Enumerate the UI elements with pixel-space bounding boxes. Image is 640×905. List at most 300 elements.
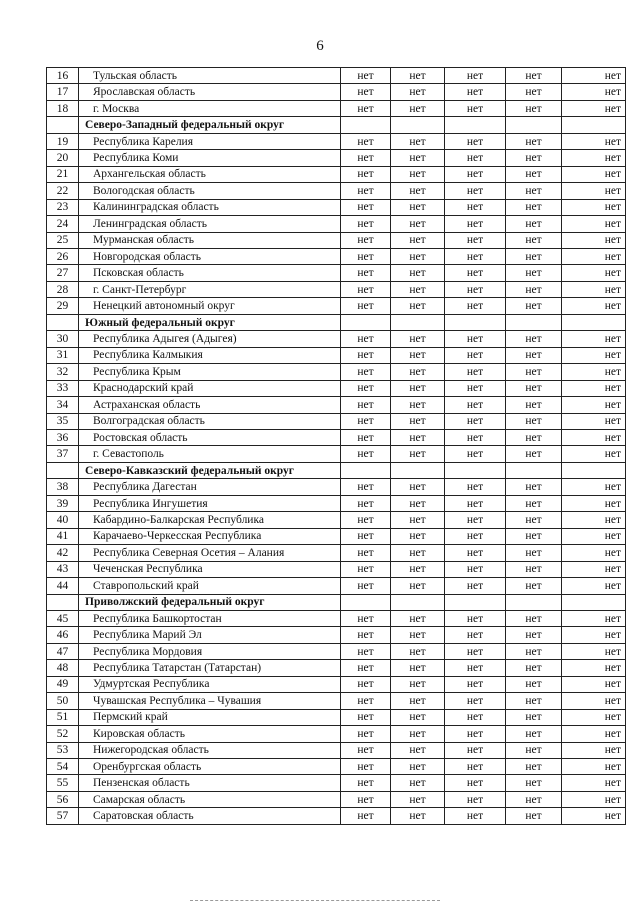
value-cell: нет [391, 791, 445, 807]
value-cell: нет [391, 528, 445, 544]
region-name: г. Москва [79, 100, 341, 116]
table-row [47, 759, 626, 775]
value-cell: нет [341, 380, 391, 396]
value-cell [391, 462, 445, 478]
row-number: 50 [47, 693, 79, 709]
region-name: Пензенская область [79, 775, 341, 791]
table-row [47, 808, 626, 824]
value-cell: нет [391, 331, 445, 347]
value-cell: нет [506, 331, 562, 347]
value-cell: нет [341, 693, 391, 709]
value-cell [445, 117, 506, 133]
value-cell: нет [445, 298, 506, 314]
value-cell: нет [341, 709, 391, 725]
value-cell: нет [445, 281, 506, 297]
value-cell: нет [391, 709, 445, 725]
table-row [47, 693, 626, 709]
table-row [47, 84, 626, 100]
value-cell: нет [445, 693, 506, 709]
region-name: Республика Башкортостан [79, 610, 341, 626]
value-cell: нет [341, 84, 391, 100]
value-cell [562, 117, 626, 133]
value-cell: нет [562, 808, 626, 824]
value-cell: нет [445, 84, 506, 100]
value-cell: нет [391, 512, 445, 528]
row-number: 33 [47, 380, 79, 396]
value-cell: нет [445, 446, 506, 462]
table-row [47, 347, 626, 363]
value-cell: нет [506, 68, 562, 84]
value-cell: нет [506, 693, 562, 709]
row-number: 57 [47, 808, 79, 824]
region-name: Республика Татарстан (Татарстан) [79, 660, 341, 676]
value-cell: нет [341, 331, 391, 347]
table-row [47, 364, 626, 380]
region-name: Самарская область [79, 791, 341, 807]
row-number: 53 [47, 742, 79, 758]
value-cell: нет [341, 265, 391, 281]
row-number-cell [47, 314, 79, 330]
district-name: Приволжский федеральный округ [79, 594, 341, 610]
row-number: 21 [47, 166, 79, 182]
value-cell: нет [562, 578, 626, 594]
value-cell: нет [562, 397, 626, 413]
row-number: 28 [47, 281, 79, 297]
value-cell: нет [341, 298, 391, 314]
value-cell: нет [341, 627, 391, 643]
value-cell: нет [506, 413, 562, 429]
value-cell: нет [445, 347, 506, 363]
value-cell: нет [445, 100, 506, 116]
row-number: 29 [47, 298, 79, 314]
value-cell: нет [341, 183, 391, 199]
value-cell: нет [506, 380, 562, 396]
value-cell: нет [562, 709, 626, 725]
value-cell: нет [391, 742, 445, 758]
value-cell: нет [341, 133, 391, 149]
value-cell: нет [562, 68, 626, 84]
district-name: Северо-Кавказский федеральный округ [79, 462, 341, 478]
value-cell: нет [506, 150, 562, 166]
region-name: Саратовская область [79, 808, 341, 824]
table-row [47, 331, 626, 347]
value-cell: нет [341, 545, 391, 561]
value-cell [506, 462, 562, 478]
value-cell: нет [562, 281, 626, 297]
value-cell: нет [341, 446, 391, 462]
value-cell: нет [445, 133, 506, 149]
value-cell: нет [391, 216, 445, 232]
value-cell: нет [506, 775, 562, 791]
value-cell [341, 462, 391, 478]
value-cell: нет [562, 331, 626, 347]
value-cell: нет [562, 298, 626, 314]
value-cell: нет [341, 578, 391, 594]
value-cell: нет [562, 495, 626, 511]
table-row [47, 413, 626, 429]
value-cell: нет [391, 479, 445, 495]
region-name: Удмуртская Республика [79, 676, 341, 692]
value-cell: нет [562, 759, 626, 775]
table-row [47, 578, 626, 594]
row-number-cell [47, 117, 79, 133]
table-row [47, 726, 626, 742]
value-cell: нет [391, 578, 445, 594]
value-cell: нет [562, 726, 626, 742]
value-cell: нет [445, 808, 506, 824]
value-cell: нет [341, 150, 391, 166]
value-cell: нет [562, 364, 626, 380]
district-name: Северо-Западный федеральный округ [79, 117, 341, 133]
value-cell [506, 594, 562, 610]
row-number: 51 [47, 709, 79, 725]
region-name: Ненецкий автономный округ [79, 298, 341, 314]
district-header-row [47, 462, 626, 478]
row-number: 23 [47, 199, 79, 215]
value-cell: нет [506, 298, 562, 314]
value-cell: нет [506, 364, 562, 380]
value-cell: нет [562, 429, 626, 445]
value-cell: нет [506, 133, 562, 149]
value-cell: нет [445, 380, 506, 396]
region-name: Республика Крым [79, 364, 341, 380]
row-number: 39 [47, 495, 79, 511]
table-row [47, 68, 626, 84]
value-cell: нет [341, 561, 391, 577]
region-name: Вологодская область [79, 183, 341, 199]
value-cell: нет [391, 413, 445, 429]
value-cell: нет [506, 660, 562, 676]
row-number: 16 [47, 68, 79, 84]
value-cell: нет [562, 446, 626, 462]
table-row [47, 281, 626, 297]
value-cell [562, 314, 626, 330]
value-cell: нет [341, 232, 391, 248]
value-cell: нет [391, 183, 445, 199]
value-cell: нет [562, 413, 626, 429]
table-row [47, 610, 626, 626]
row-number: 54 [47, 759, 79, 775]
value-cell: нет [341, 742, 391, 758]
region-name: Пермский край [79, 709, 341, 725]
region-name: Республика Калмыкия [79, 347, 341, 363]
row-number: 20 [47, 150, 79, 166]
value-cell: нет [341, 100, 391, 116]
value-cell: нет [506, 183, 562, 199]
table-row [47, 150, 626, 166]
region-name: Мурманская область [79, 232, 341, 248]
value-cell: нет [341, 808, 391, 824]
value-cell: нет [341, 643, 391, 659]
table-row [47, 133, 626, 149]
value-cell: нет [562, 791, 626, 807]
value-cell: нет [562, 183, 626, 199]
value-cell: нет [391, 133, 445, 149]
value-cell: нет [506, 742, 562, 758]
value-cell: нет [506, 512, 562, 528]
value-cell: нет [506, 84, 562, 100]
value-cell [506, 117, 562, 133]
value-cell [341, 314, 391, 330]
table-row [47, 298, 626, 314]
region-name: Республика Мордовия [79, 643, 341, 659]
value-cell: нет [445, 364, 506, 380]
regions-table [46, 67, 626, 825]
row-number: 52 [47, 726, 79, 742]
row-number: 44 [47, 578, 79, 594]
value-cell: нет [445, 545, 506, 561]
row-number: 45 [47, 610, 79, 626]
value-cell: нет [341, 676, 391, 692]
value-cell [391, 117, 445, 133]
value-cell: нет [562, 100, 626, 116]
region-name: Ленинградская область [79, 216, 341, 232]
value-cell: нет [562, 380, 626, 396]
row-number: 49 [47, 676, 79, 692]
row-number: 55 [47, 775, 79, 791]
value-cell: нет [445, 643, 506, 659]
value-cell: нет [562, 479, 626, 495]
value-cell: нет [391, 676, 445, 692]
value-cell: нет [445, 166, 506, 182]
value-cell: нет [341, 199, 391, 215]
value-cell: нет [391, 364, 445, 380]
value-cell: нет [562, 248, 626, 264]
row-number: 19 [47, 133, 79, 149]
table-row [47, 100, 626, 116]
row-number: 47 [47, 643, 79, 659]
district-header-row [47, 594, 626, 610]
value-cell: нет [445, 199, 506, 215]
table-row [47, 166, 626, 182]
value-cell: нет [445, 68, 506, 84]
row-number: 26 [47, 248, 79, 264]
value-cell [445, 462, 506, 478]
value-cell: нет [506, 429, 562, 445]
region-name: Оренбургская область [79, 759, 341, 775]
value-cell: нет [341, 68, 391, 84]
region-name: Ростовская область [79, 429, 341, 445]
value-cell: нет [445, 578, 506, 594]
value-cell: нет [445, 331, 506, 347]
value-cell [341, 117, 391, 133]
region-name: Тульская область [79, 68, 341, 84]
value-cell: нет [391, 397, 445, 413]
value-cell [391, 594, 445, 610]
table-body [47, 68, 626, 825]
row-number: 37 [47, 446, 79, 462]
value-cell: нет [341, 248, 391, 264]
scan-edge-artifact [190, 900, 440, 901]
region-name: Астраханская область [79, 397, 341, 413]
table-row [47, 265, 626, 281]
row-number: 46 [47, 627, 79, 643]
value-cell: нет [391, 150, 445, 166]
region-name: Калининградская область [79, 199, 341, 215]
region-name: Республика Северная Осетия – Алания [79, 545, 341, 561]
value-cell: нет [562, 643, 626, 659]
value-cell: нет [506, 676, 562, 692]
table-row [47, 545, 626, 561]
value-cell: нет [506, 265, 562, 281]
region-name: Кировская область [79, 726, 341, 742]
region-name: Чеченская Республика [79, 561, 341, 577]
value-cell: нет [391, 610, 445, 626]
table-row [47, 791, 626, 807]
value-cell: нет [445, 627, 506, 643]
region-name: Кабардино-Балкарская Республика [79, 512, 341, 528]
value-cell: нет [445, 528, 506, 544]
value-cell: нет [341, 429, 391, 445]
value-cell [506, 314, 562, 330]
row-number: 41 [47, 528, 79, 544]
region-name: Республика Дагестан [79, 479, 341, 495]
table-row [47, 643, 626, 659]
value-cell: нет [391, 248, 445, 264]
region-name: Архангельская область [79, 166, 341, 182]
table-row [47, 676, 626, 692]
table-row [47, 429, 626, 445]
row-number: 25 [47, 232, 79, 248]
value-cell: нет [391, 347, 445, 363]
value-cell: нет [506, 726, 562, 742]
value-cell: нет [506, 347, 562, 363]
value-cell: нет [562, 775, 626, 791]
row-number: 36 [47, 429, 79, 445]
value-cell: нет [506, 578, 562, 594]
value-cell: нет [562, 150, 626, 166]
value-cell: нет [391, 429, 445, 445]
value-cell: нет [391, 265, 445, 281]
row-number: 48 [47, 660, 79, 676]
value-cell: нет [391, 446, 445, 462]
table-row [47, 248, 626, 264]
table-row [47, 495, 626, 511]
value-cell: нет [506, 281, 562, 297]
row-number: 31 [47, 347, 79, 363]
table-row [47, 512, 626, 528]
value-cell: нет [391, 660, 445, 676]
value-cell: нет [562, 347, 626, 363]
value-cell [391, 314, 445, 330]
value-cell: нет [506, 545, 562, 561]
value-cell: нет [506, 808, 562, 824]
value-cell: нет [341, 660, 391, 676]
region-name: Чувашская Республика – Чувашия [79, 693, 341, 709]
row-number: 18 [47, 100, 79, 116]
value-cell: нет [341, 775, 391, 791]
region-name: Псковская область [79, 265, 341, 281]
value-cell: нет [506, 446, 562, 462]
value-cell: нет [391, 84, 445, 100]
value-cell: нет [562, 265, 626, 281]
value-cell: нет [391, 643, 445, 659]
region-name: Ставропольский край [79, 578, 341, 594]
value-cell: нет [506, 248, 562, 264]
value-cell: нет [341, 347, 391, 363]
value-cell: нет [562, 545, 626, 561]
value-cell: нет [562, 693, 626, 709]
value-cell: нет [445, 495, 506, 511]
table-row [47, 528, 626, 544]
value-cell: нет [445, 512, 506, 528]
table-row [47, 561, 626, 577]
value-cell [445, 314, 506, 330]
region-name: Республика Карелия [79, 133, 341, 149]
region-name: Республика Коми [79, 150, 341, 166]
value-cell: нет [391, 726, 445, 742]
value-cell: нет [445, 610, 506, 626]
value-cell: нет [445, 775, 506, 791]
value-cell: нет [562, 610, 626, 626]
row-number: 34 [47, 397, 79, 413]
table-row [47, 709, 626, 725]
value-cell: нет [391, 281, 445, 297]
table-row [47, 479, 626, 495]
table-row [47, 627, 626, 643]
value-cell: нет [391, 545, 445, 561]
value-cell: нет [506, 528, 562, 544]
table-row [47, 397, 626, 413]
table-row [47, 232, 626, 248]
value-cell: нет [391, 693, 445, 709]
value-cell: нет [341, 512, 391, 528]
value-cell: нет [341, 528, 391, 544]
value-cell: нет [445, 709, 506, 725]
value-cell: нет [562, 166, 626, 182]
table-row [47, 183, 626, 199]
value-cell: нет [445, 413, 506, 429]
table-row [47, 216, 626, 232]
region-name: Новгородская область [79, 248, 341, 264]
value-cell: нет [562, 84, 626, 100]
value-cell: нет [562, 528, 626, 544]
value-cell: нет [562, 216, 626, 232]
row-number: 22 [47, 183, 79, 199]
region-name: Республика Ингушетия [79, 495, 341, 511]
value-cell: нет [445, 216, 506, 232]
region-name: г. Севастополь [79, 446, 341, 462]
value-cell: нет [391, 199, 445, 215]
value-cell: нет [445, 479, 506, 495]
value-cell: нет [391, 380, 445, 396]
value-cell: нет [445, 265, 506, 281]
value-cell: нет [341, 479, 391, 495]
value-cell: нет [506, 610, 562, 626]
value-cell: нет [341, 397, 391, 413]
value-cell: нет [341, 726, 391, 742]
value-cell: нет [506, 216, 562, 232]
row-number-cell [47, 594, 79, 610]
region-name: Краснодарский край [79, 380, 341, 396]
value-cell [341, 594, 391, 610]
page-number: 6 [316, 38, 324, 54]
value-cell: нет [562, 133, 626, 149]
value-cell: нет [341, 759, 391, 775]
table-row [47, 660, 626, 676]
region-name: г. Санкт-Петербург [79, 281, 341, 297]
value-cell: нет [445, 660, 506, 676]
table-row [47, 742, 626, 758]
value-cell: нет [445, 759, 506, 775]
row-number-cell [47, 462, 79, 478]
value-cell: нет [341, 791, 391, 807]
value-cell: нет [391, 759, 445, 775]
table-row [47, 775, 626, 791]
value-cell: нет [391, 232, 445, 248]
row-number: 30 [47, 331, 79, 347]
value-cell: нет [341, 413, 391, 429]
